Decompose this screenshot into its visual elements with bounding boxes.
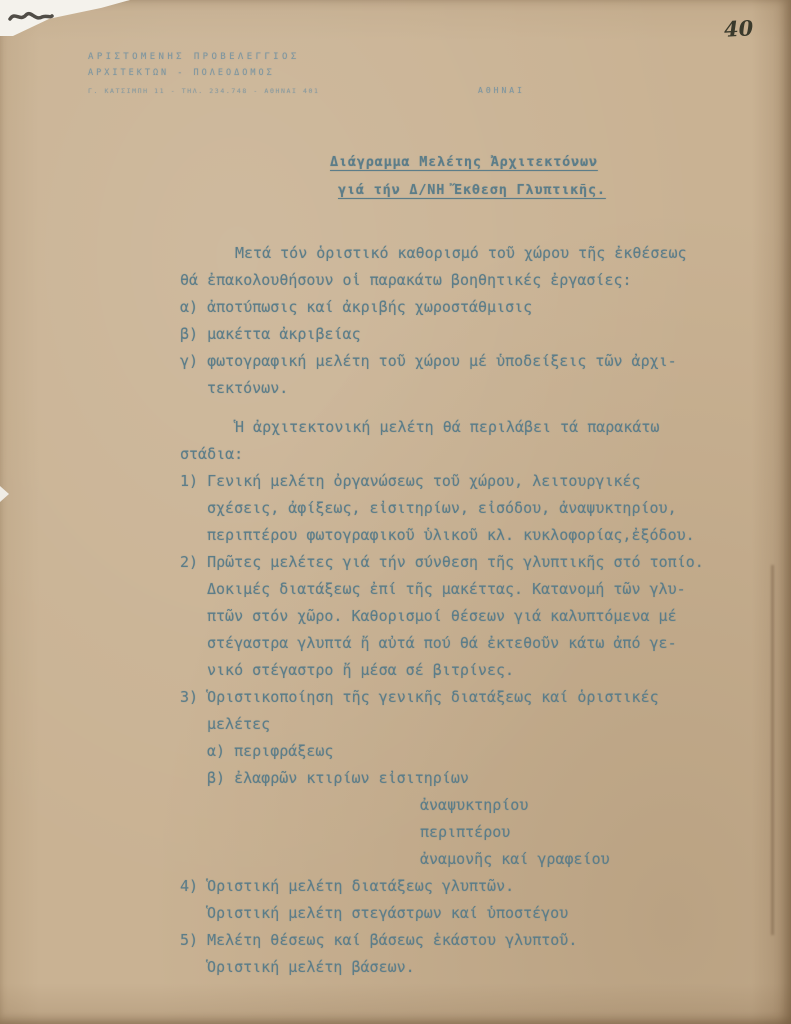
body-line: α) περιφράξεως (207, 742, 334, 760)
body-line: ἀναψυκτηρίου (420, 796, 529, 814)
body-line: 5) Μελέτη θέσεως καί βάσεως ἑκάστου γλυπτοῦ. (180, 931, 578, 949)
body-line: Μετά τόν ὁριστικό καθορισμό τοῦ χώρου τῆς ἐκθέσεως (235, 244, 687, 262)
body-line: Ὁριστική μελέτη στεγάστρων καί ὑποστέγου (207, 904, 569, 922)
letterhead-city: ΑΘΗΝΑΙ (478, 86, 525, 95)
body-line: στάδια: (180, 445, 244, 463)
body-line: γ) φωτογραφική μελέτη τοῦ χώρου μέ ὑποδείξεις τῶν ἀρχι- (180, 352, 677, 370)
body-line: 1) Γενική μελέτη ὀργανώσεως τοῦ χώρου, λειτουργικές (180, 472, 641, 490)
body-line: Ἡ ἀρχιτεκτονική μελέτη θά περιλάβει τά παρακάτω (235, 418, 660, 436)
body-line: α) ἀποτύπωσις καί ἀκριβής χωροστάθμισις (180, 298, 533, 316)
document-title (330, 148, 606, 204)
body-line: πτῶν στόν χῶρο. Καθορισμοί θέσεων γιά καλυπτόμενα μέ (207, 607, 677, 625)
body-line: σχέσεις, ἀφίξεως, εἰσιτηρίων, εἰσόδου, ἀναψυκτηρίου, (207, 499, 677, 517)
title-line-2: γιά τήν Δ/ΝΗ Ἔκθεση Γλυπτικῆς. (338, 182, 606, 198)
body-line: 4) Ὁριστική μελέτη διατάξεως γλυπτῶν. (180, 877, 515, 895)
document-body (180, 240, 755, 981)
letterhead-address: Γ. ΚΑΤΣΙΜΠΗ 11 - ΤΗΛ. 234.748 - ΑΘΗΝΑΙ 401 (88, 87, 320, 95)
body-line: β) ἐλαφρῶν κτιρίων εἰσιτηρίων (207, 769, 469, 787)
body-line: περιπτέρου (420, 823, 511, 841)
body-line: Δοκιμές διατάξεως ἐπί τῆς μακέττας. Κατανομή τῶν γλυ- (207, 580, 686, 598)
body-line: τεκτόνων. (207, 379, 289, 397)
body-line: νικό στέγαστρο ἤ μέσα σέ βιτρίνες. (207, 661, 515, 679)
body-line: περιπτέρου φωτογραφικοῦ ὑλικοῦ κλ. κυκλοφορίας,ἐξόδου. (207, 526, 695, 544)
letterhead-profession: ΑΡΧΙΤΕΚΤΩΝ - ΠΟΛΕΟΔΟΜΟΣ (88, 68, 275, 78)
body-line: ἀναμονῆς καί γραφείου (420, 850, 610, 868)
page-number: 40 (723, 15, 754, 42)
body-line: στέγαστρα γλυπτά ἤ αὐτά πού θά ἐκτεθοῦν κάτω ἀπό γε- (207, 634, 677, 652)
pencil-mark (8, 8, 54, 26)
body-line: Ὁριστική μελέτη βάσεων. (207, 958, 415, 976)
letterhead (88, 50, 320, 99)
body-line: μελέτες (207, 715, 271, 733)
body-line: 2) Πρῶτες μελέτες γιά τήν σύνθεση τῆς γλυπτικῆς στό τοπίο. (180, 553, 704, 571)
body-line: β) μακέττα ἀκριβείας (180, 325, 361, 343)
title-line-1: Διάγραμμα Μελέτης Ἀρχιτεκτόνων (330, 154, 598, 170)
body-line: θά ἐπακολουθήσουν οἱ παρακάτω βοηθητικές ἐργασίες: (180, 271, 632, 289)
body-line: 3) Ὁριστικοποίηση τῆς γενικῆς διατάξεως καί ὁριστικές (180, 688, 659, 706)
paper-edge-shadow (771, 565, 774, 935)
letterhead-name: ΑΡΙΣΤΟΜΕΝΗΣ ΠΡΟΒΕΛΕΓΓΙΟΣ (88, 52, 300, 62)
